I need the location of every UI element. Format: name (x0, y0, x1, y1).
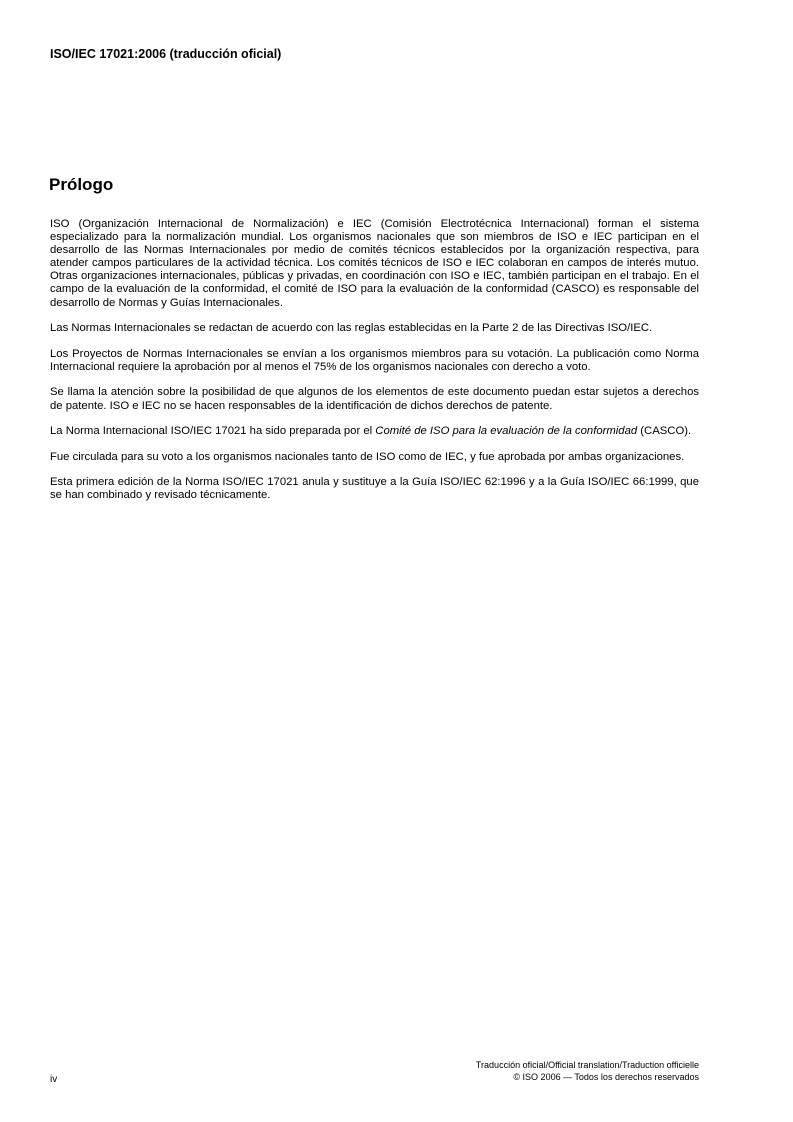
foreword-body (50, 218, 699, 515)
paragraph-6: Fue circulada para su voto a los organismos nacionales tanto de ISO como de IEC, y fue aprobada por ambas organizaciones. (50, 450, 685, 463)
page-header-title: ISO/IEC 17021:2006 (traducción oficial) (50, 47, 282, 61)
paragraph-4: Se llama la atención sobre la posibilidad de que algunos de los elementos de este documento puedan estar sujetos a derechos de patente. ISO e IEC no se hacen responsables de la identificación de dichos derechos de patente. (50, 386, 699, 412)
paragraph-5-prefix: La Norma Internacional ISO/IEC 17021 ha sido preparada por el (50, 425, 376, 438)
copyright-notice: © ISO 2006 — Todos los derechos reservados (513, 1071, 699, 1082)
footer-notice (476, 1060, 699, 1083)
paragraph-7: Esta primera edición de la Norma ISO/IEC 17021 anula y sustituye a la Guía ISO/IEC 62:1996 y a la Guía ISO/IEC 66:1999, que se han combinado y revisado técnicamente. (50, 476, 699, 502)
translation-note: Traducción oficial/Official translation/Traduction officielle (475, 1060, 699, 1070)
page-number: iv (50, 1074, 58, 1085)
paragraph-3: Los Proyectos de Normas Internacionales se envían a los organismos miembros para su votación. La publicación como Norma Internacional requiere la aprobación por al menos el 75% de los organismos nacionales con derecho a voto. (50, 347, 699, 373)
paragraph-2: Las Normas Internacionales se redactan de acuerdo con las reglas establecidas en la Parte 2 de las Directivas ISO/IEC. (50, 322, 653, 335)
paragraph-5-suffix: (CASCO). (637, 425, 692, 438)
paragraph-5 (50, 425, 699, 438)
paragraph-1: ISO (Organización Internacional de Normalización) e IEC (Comisión Electrotécnica Internacional) forman el sistema especializado para la normalización mundial. Los organismos nacionales que son miembros de ISO e IEC participan en el desarrollo de las Normas Internacionales por medio de comités técnicos establecidos por la organización respectiva, para atender campos particulares de la actividad técnica. Los comités técnicos de ISO e IEC colaboran en campos de interés mutuo. Otras organizaciones internacionales, públicas y privadas, en coordinación con ISO e IEC, también participan en el trabajo. En el campo de la evaluación de la conformidad, el comité de ISO para la evaluación de la conformidad (CASCO) es responsable del desarrollo de Normas y Guías Internacionales. (50, 218, 699, 309)
section-title: Prólogo (49, 175, 114, 194)
committee-name: Comité de ISO para la evaluación de la conformidad (375, 425, 638, 438)
